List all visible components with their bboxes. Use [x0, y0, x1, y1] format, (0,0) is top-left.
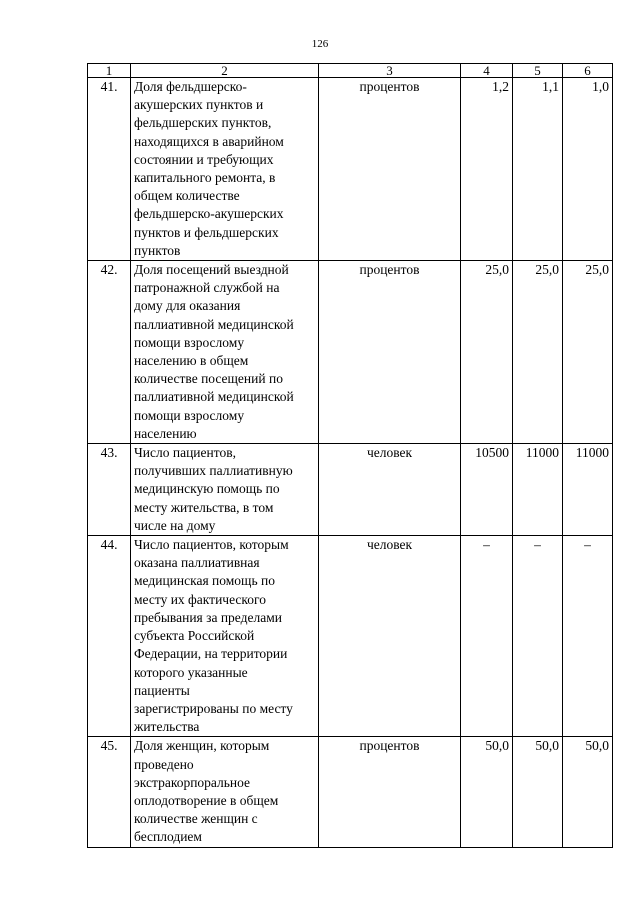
value-cell-year1: 50,0: [461, 737, 513, 847]
indicator-name-line: дому для оказания: [134, 298, 241, 314]
indicator-name-line: пребывания за пределами: [134, 609, 282, 625]
indicator-name-cell: [131, 261, 319, 444]
indicator-name-line: оплодотворение в общем: [134, 792, 279, 808]
indicator-name-line: жительства: [134, 719, 200, 735]
row-number-cell: 44.: [88, 536, 131, 737]
value-cell-year2: 11000: [513, 444, 563, 536]
value-cell-year1: 10500: [461, 444, 513, 536]
value-cell-year2: 1,1: [513, 78, 563, 261]
indicators-table: [87, 63, 613, 848]
column-header: 4: [461, 64, 513, 78]
indicator-name-line: фельдшерских пунктов,: [134, 115, 272, 131]
indicator-name-line: Доля женщин, которым: [134, 738, 270, 754]
column-header: 1: [88, 64, 131, 78]
indicator-name-line: помощи взрослому: [134, 334, 245, 350]
column-header: 5: [513, 64, 563, 78]
indicator-name-cell: [131, 536, 319, 737]
row-number-cell: 45.: [88, 737, 131, 847]
column-header: 6: [563, 64, 613, 78]
indicator-name-line: зарегистрированы по месту: [134, 700, 293, 716]
indicator-name-line: медицинская помощь по: [134, 573, 275, 589]
indicator-name-line: числе на дому: [134, 517, 216, 533]
row-number-cell: 41.: [88, 78, 131, 261]
value-cell-year2: 25,0: [513, 261, 563, 444]
indicator-name-line: медицинскую помощь по: [134, 481, 280, 497]
indicator-name-line: количестве женщин с: [134, 811, 258, 827]
indicator-name-line: бесплодием: [134, 829, 202, 845]
indicator-name-line: Доля фельдшерско-: [134, 79, 247, 94]
indicator-name-line: проведено: [134, 756, 194, 772]
value-cell-year2: –: [513, 536, 563, 737]
column-header: 2: [131, 64, 319, 78]
indicator-name-line: получивших паллиативную: [134, 463, 293, 479]
indicator-name-line: капитального ремонта, в: [134, 170, 276, 186]
value-cell-year3: –: [563, 536, 613, 737]
indicator-name-line: общем количестве: [134, 188, 240, 204]
page-number: 126: [311, 38, 329, 50]
value-cell-year2: 50,0: [513, 737, 563, 847]
row-number-cell: 43.: [88, 444, 131, 536]
unit-cell: процентов: [319, 737, 461, 847]
table-row: [88, 261, 613, 444]
indicator-name-line: паллиативной медицинской: [134, 389, 294, 405]
indicator-name-line: месту жительства, в том: [134, 499, 274, 515]
indicator-name-line: находящихся в аварийном: [134, 133, 284, 149]
indicator-name-line: населению в общем: [134, 353, 249, 369]
indicator-name-line: пациенты: [134, 682, 190, 698]
value-cell-year1: 25,0: [461, 261, 513, 444]
value-cell-year3: 25,0: [563, 261, 613, 444]
value-cell-year1: 1,2: [461, 78, 513, 261]
table-row: [88, 444, 613, 536]
value-cell-year1: –: [461, 536, 513, 737]
indicator-name-line: состоянии и требующих: [134, 151, 274, 167]
indicator-name-cell: [131, 78, 319, 261]
indicator-name-cell: [131, 444, 319, 536]
indicator-name-line: патронажной службой на: [134, 280, 280, 296]
value-cell-year3: 11000: [563, 444, 613, 536]
value-cell-year3: 1,0: [563, 78, 613, 261]
indicator-name-line: помощи взрослому: [134, 407, 245, 423]
indicator-name-line: пунктов и фельдшерских: [134, 224, 279, 240]
unit-cell: процентов: [319, 78, 461, 261]
value-cell-year3: 50,0: [563, 737, 613, 847]
unit-cell: процентов: [319, 261, 461, 444]
indicator-name-line: субъекта Российской: [134, 628, 255, 644]
indicator-name-line: Федерации, на территории: [134, 646, 288, 662]
indicator-name-line: акушерских пунктов и: [134, 97, 264, 113]
indicator-name-cell: [131, 737, 319, 847]
indicator-name-line: Число пациентов,: [134, 445, 236, 461]
unit-cell: человек: [319, 536, 461, 737]
unit-cell: человек: [319, 444, 461, 536]
indicator-name-line: количестве посещений по: [134, 371, 283, 387]
indicator-name-line: фельдшерско-акушерских: [134, 206, 284, 222]
table-row: [88, 536, 613, 737]
indicator-name-line: месту их фактического: [134, 591, 266, 607]
row-number-cell: 42.: [88, 261, 131, 444]
indicator-name-line: населению: [134, 425, 197, 441]
indicator-name-line: Число пациентов, которым: [134, 537, 289, 553]
indicator-name-line: паллиативной медицинской: [134, 316, 294, 332]
table-row: [88, 737, 613, 847]
header-row: [88, 64, 613, 78]
indicator-name-line: Доля посещений выездной: [134, 262, 289, 278]
indicator-name-line: которого указанные: [134, 664, 248, 680]
table-row: [88, 78, 613, 261]
indicator-name-line: оказана паллиативная: [134, 555, 260, 571]
column-header: 3: [319, 64, 461, 78]
indicator-name-line: пунктов: [134, 242, 181, 258]
indicator-name-line: экстракорпоральное: [134, 774, 251, 790]
